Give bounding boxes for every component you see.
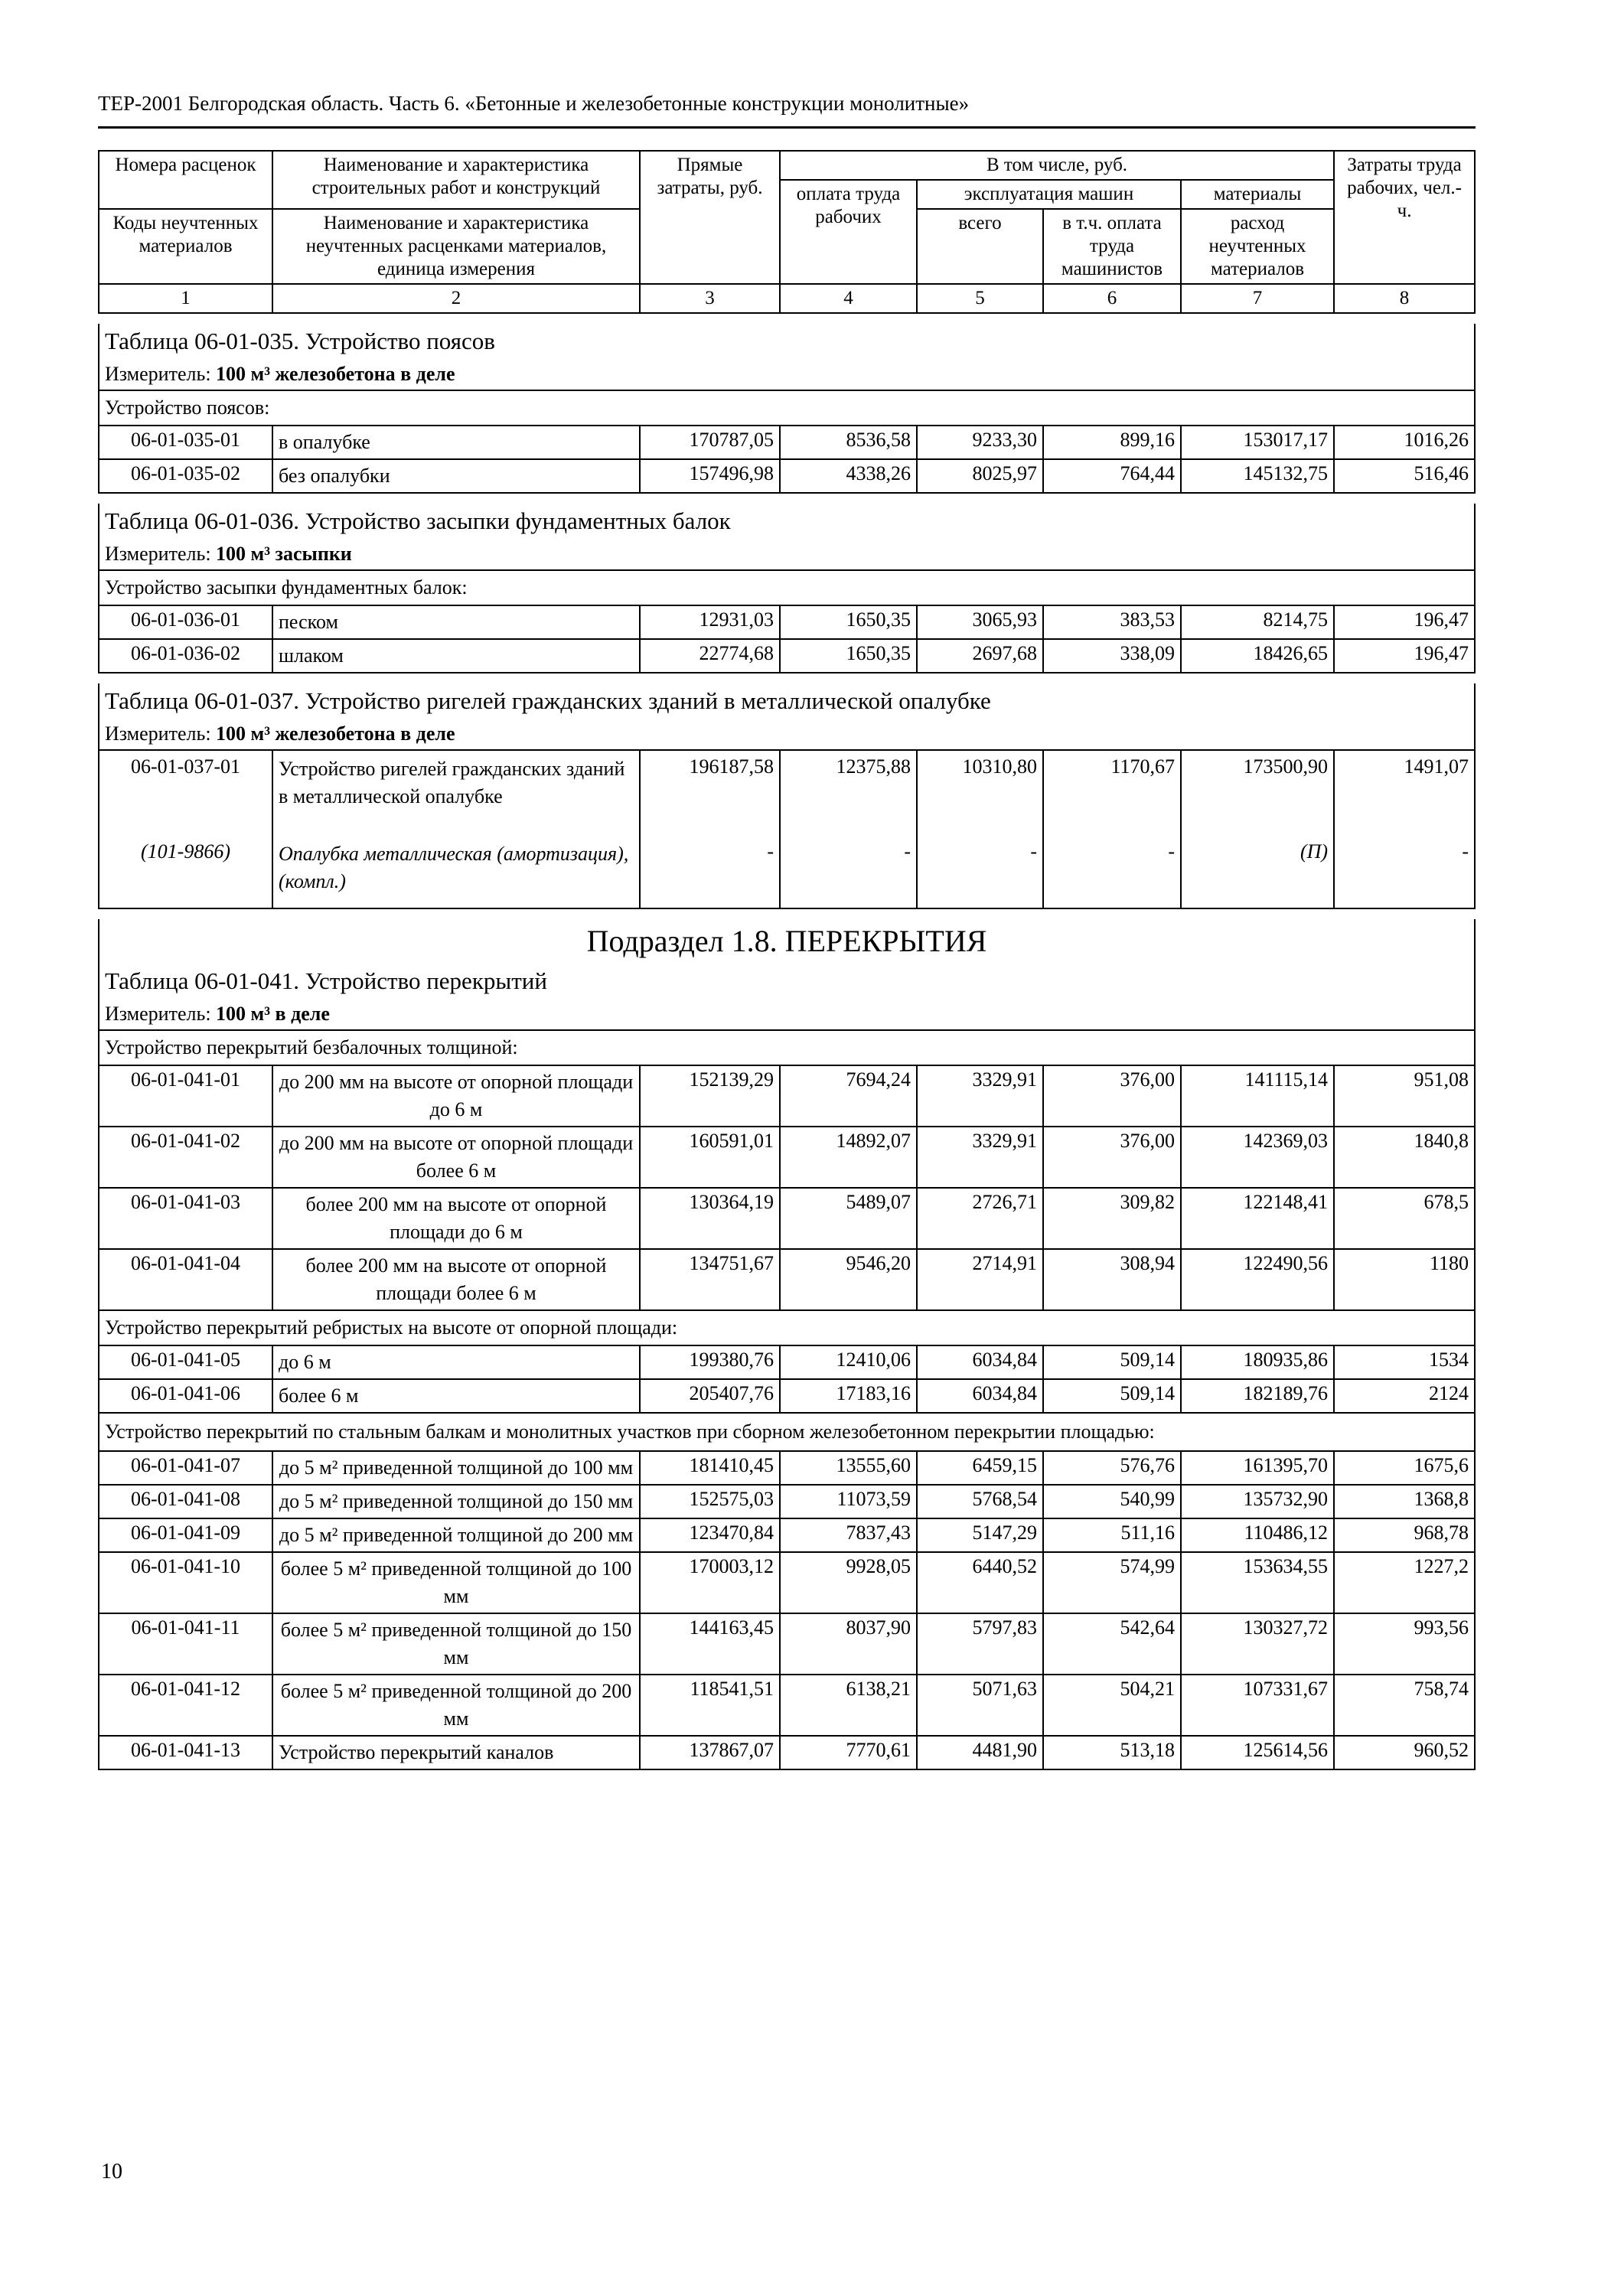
row-direct: 160591,01	[640, 1127, 780, 1188]
row-direct: 205407,76	[640, 1379, 780, 1413]
measure-label-041: Измеритель:	[105, 1003, 211, 1025]
row-materials: 122490,56	[1181, 1249, 1334, 1310]
row-wages: 9928,05	[780, 1552, 917, 1613]
column-number-row	[99, 284, 1475, 313]
colnum-4: 4	[780, 284, 917, 313]
row-code: 06-01-041-11	[99, 1613, 272, 1675]
row-wages: 6138,21	[780, 1675, 917, 1736]
row-materials: 173500,90	[1181, 750, 1334, 813]
row-operator-wages: 504,21	[1043, 1675, 1181, 1736]
table-row	[99, 1485, 1475, 1518]
row-direct: 170787,05	[640, 426, 780, 459]
row-wages: 11073,59	[780, 1485, 917, 1518]
row-labour: 951,08	[1334, 1065, 1475, 1127]
group-head-row	[99, 390, 1475, 426]
row-wages: 12410,06	[780, 1345, 917, 1379]
row-machines-total: 10310,80	[917, 750, 1043, 813]
section-title-row-036	[99, 504, 1475, 539]
colnum-6: 6	[1043, 284, 1181, 313]
row-direct: 118541,51	[640, 1675, 780, 1736]
row-materials: 135732,90	[1181, 1485, 1334, 1518]
row-operator-wages: 513,18	[1043, 1736, 1181, 1769]
dash-machines-total: -	[917, 813, 1043, 908]
row-direct: 152139,29	[640, 1065, 780, 1127]
measure-label-037: Измеритель:	[105, 722, 211, 745]
group-head-row	[99, 1030, 1475, 1065]
table-row	[99, 1736, 1475, 1769]
row-operator-wages: 574,99	[1043, 1552, 1181, 1613]
row-wages: 8536,58	[780, 426, 917, 459]
row-materials: 153634,55	[1181, 1552, 1334, 1613]
row-labour: 516,46	[1334, 459, 1475, 493]
measure-037	[99, 719, 1475, 750]
row-machines-total: 4481,90	[917, 1736, 1043, 1769]
row-direct: 130364,19	[640, 1188, 780, 1249]
group-heading: Устройство перекрытий безбалочных толщиной:	[99, 1030, 1475, 1065]
th-machine-total: всего	[917, 209, 1043, 284]
measure-value-036: 100 м³ засыпки	[216, 543, 352, 565]
row-materials: 8214,75	[1181, 605, 1334, 639]
row-labour: 1840,8	[1334, 1127, 1475, 1188]
row-desc: до 6 м	[272, 1345, 640, 1379]
row-materials: 145132,75	[1181, 459, 1334, 493]
row-desc: Устройство перекрытий каналов	[272, 1736, 640, 1769]
dash-direct: -	[640, 813, 780, 908]
row-direct: 123470,84	[640, 1518, 780, 1552]
row-labour: 678,5	[1334, 1188, 1475, 1249]
row-operator-wages: 764,44	[1043, 459, 1181, 493]
row-code: 06-01-041-10	[99, 1552, 272, 1613]
section-title-037: Таблица 06-01-037. Устройство ригелей гражданских зданий в металлической опалубке	[99, 683, 1475, 719]
row-desc: более 200 мм на высоте от опорной площади более 6 м	[272, 1249, 640, 1310]
section-title-row-037	[99, 683, 1475, 719]
row-wages: 14892,07	[780, 1127, 917, 1188]
row-code: 06-01-041-03	[99, 1188, 272, 1249]
row-operator-wages: 540,99	[1043, 1485, 1181, 1518]
row-machines-total: 6459,15	[917, 1451, 1043, 1485]
table-row	[99, 1249, 1475, 1310]
row-code: 06-01-041-13	[99, 1736, 272, 1769]
dash-operator-wages: -	[1043, 813, 1181, 908]
spacer	[99, 313, 1475, 324]
th-machine-operation: эксплуатация машин	[917, 180, 1181, 209]
row-direct: 22774,68	[640, 639, 780, 673]
th-labour-costs: Затраты труда рабочих, чел.-ч.	[1334, 151, 1475, 284]
row-desc: без опалубки	[272, 459, 640, 493]
measure-row-041	[99, 999, 1475, 1030]
row-code: 06-01-041-02	[99, 1127, 272, 1188]
row-labour: 960,52	[1334, 1736, 1475, 1769]
row-desc: более 200 мм на высоте от опорной площади до 6 м	[272, 1188, 640, 1249]
row-direct: 144163,45	[640, 1613, 780, 1675]
measure-row-035	[99, 359, 1475, 390]
row-operator-wages: 383,53	[1043, 605, 1181, 639]
price-table	[98, 150, 1476, 1770]
table-row	[99, 1675, 1475, 1736]
colnum-5: 5	[917, 284, 1043, 313]
row-code: 06-01-041-01	[99, 1065, 272, 1127]
table-head	[99, 151, 1475, 313]
th-direct-costs: Прямые затраты, руб.	[640, 151, 780, 284]
group-head-row	[99, 1413, 1475, 1451]
spacer	[99, 493, 1475, 504]
subsection-title: Подраздел 1.8. ПЕРЕКРЫТИЯ	[99, 919, 1475, 964]
row-wages: 7837,43	[780, 1518, 917, 1552]
row-labour: 196,47	[1334, 605, 1475, 639]
row-material-desc: Опалубка металлическая (амортизация), (компл.)	[272, 813, 640, 908]
table-row	[99, 1345, 1475, 1379]
row-machines-total: 8025,97	[917, 459, 1043, 493]
row-wages: 8037,90	[780, 1613, 917, 1675]
table-body	[99, 313, 1475, 1769]
row-wages: 12375,88	[780, 750, 917, 813]
th-work-name: Наименование и характеристика строительных работ и конструкций	[272, 151, 640, 209]
row-operator-wages: 509,14	[1043, 1379, 1181, 1413]
measure-value-037: 100 м³ железобетона в деле	[216, 722, 455, 745]
row-operator-wages: 576,76	[1043, 1451, 1181, 1485]
row-code: 06-01-041-04	[99, 1249, 272, 1310]
row-labour: 1227,2	[1334, 1552, 1475, 1613]
row-materials: 142369,03	[1181, 1127, 1334, 1188]
table-row	[99, 639, 1475, 673]
row-machines-total: 5147,29	[917, 1518, 1043, 1552]
table-row	[99, 605, 1475, 639]
row-machines-total: 6034,84	[917, 1345, 1043, 1379]
row-wages: 1650,35	[780, 639, 917, 673]
measure-035	[99, 359, 1475, 390]
header-row-1	[99, 151, 1475, 180]
row-labour: 1368,8	[1334, 1485, 1475, 1518]
row-labour: 1491,07	[1334, 750, 1475, 813]
row-labour: 1534	[1334, 1345, 1475, 1379]
row-code: 06-01-035-02	[99, 459, 272, 493]
colnum-7: 7	[1181, 284, 1334, 313]
row-desc: песком	[272, 605, 640, 639]
row-machines-total: 3065,93	[917, 605, 1043, 639]
row-direct: 152575,03	[640, 1485, 780, 1518]
row-machines-total: 2714,91	[917, 1249, 1043, 1310]
row-wages: 4338,26	[780, 459, 917, 493]
row-direct: 170003,12	[640, 1552, 780, 1613]
section-title-035: Таблица 06-01-035. Устройство поясов	[99, 324, 1475, 359]
section-title-041: Таблица 06-01-041. Устройство перекрытий	[99, 964, 1475, 999]
row-direct: 157496,98	[640, 459, 780, 493]
th-operator-wages: в т.ч. оплата труда машинистов	[1043, 209, 1181, 284]
row-operator-wages: 509,14	[1043, 1345, 1181, 1379]
row-wages: 17183,16	[780, 1379, 917, 1413]
row-materials: 141115,14	[1181, 1065, 1334, 1127]
table-row	[99, 1518, 1475, 1552]
row-wages: 13555,60	[780, 1451, 917, 1485]
row-desc: до 5 м² приведенной толщиной до 100 мм	[272, 1451, 640, 1485]
row-machines-total: 6034,84	[917, 1379, 1043, 1413]
row-labour: 2124	[1334, 1379, 1475, 1413]
row-operator-wages: 308,94	[1043, 1249, 1181, 1310]
row-direct: 181410,45	[640, 1451, 780, 1485]
row-code: 06-01-041-08	[99, 1485, 272, 1518]
row-materials: 182189,76	[1181, 1379, 1334, 1413]
row-materials: 130327,72	[1181, 1613, 1334, 1675]
row-machines-total: 2726,71	[917, 1188, 1043, 1249]
table-row	[99, 426, 1475, 459]
row-code: 06-01-037-01	[99, 750, 272, 813]
row-operator-wages: 511,16	[1043, 1518, 1181, 1552]
table-row-037-material	[99, 813, 1475, 908]
row-operator-wages: 899,16	[1043, 426, 1181, 459]
row-wages: 5489,07	[780, 1188, 917, 1249]
row-machines-total: 5071,63	[917, 1675, 1043, 1736]
row-code: 06-01-041-06	[99, 1379, 272, 1413]
row-wages: 1650,35	[780, 605, 917, 639]
row-materials: 125614,56	[1181, 1736, 1334, 1769]
spacer	[99, 673, 1475, 683]
measure-row-037	[99, 719, 1475, 750]
dash-wages: -	[780, 813, 917, 908]
row-code: 06-01-036-01	[99, 605, 272, 639]
row-materials: 161395,70	[1181, 1451, 1334, 1485]
row-direct: 134751,67	[640, 1249, 780, 1310]
row-operator-wages: 376,00	[1043, 1127, 1181, 1188]
running-header: ТЕР-2001 Белгородская область. Часть 6. «Бетонные и железобетонные конструкции монолитные»	[98, 92, 970, 115]
group-head-row	[99, 570, 1475, 605]
row-operator-wages: 338,09	[1043, 639, 1181, 673]
group-head-row	[99, 1310, 1475, 1345]
row-machines-total: 9233,30	[917, 426, 1043, 459]
colnum-8: 8	[1334, 284, 1475, 313]
row-machines-total: 3329,91	[917, 1065, 1043, 1127]
table-row	[99, 459, 1475, 493]
row-desc: до 5 м² приведенной толщиной до 150 мм	[272, 1485, 640, 1518]
dash-labour: -	[1334, 813, 1475, 908]
row-materials: 180935,86	[1181, 1345, 1334, 1379]
row-machines-total: 5797,83	[917, 1613, 1043, 1675]
measure-value-035: 100 м³ железобетона в деле	[216, 363, 455, 385]
row-machines-total: 2697,68	[917, 639, 1043, 673]
row-operator-wages: 309,82	[1043, 1188, 1181, 1249]
row-operator-wages: 376,00	[1043, 1065, 1181, 1127]
row-labour: 993,56	[1334, 1613, 1475, 1675]
table-row	[99, 1188, 1475, 1249]
row-desc: до 200 мм на высоте от опорной площади до 6 м	[272, 1065, 640, 1127]
measure-label-036: Измеритель:	[105, 543, 211, 565]
row-desc: более 6 м	[272, 1379, 640, 1413]
row-desc: более 5 м² приведенной толщиной до 100 мм	[272, 1552, 640, 1613]
row-code: 06-01-041-07	[99, 1451, 272, 1485]
row-code: 06-01-041-12	[99, 1675, 272, 1736]
page-number: 10	[101, 2160, 122, 2183]
section-title-row-041	[99, 964, 1475, 999]
row-operator-wages: 1170,67	[1043, 750, 1181, 813]
row-materials: 107331,67	[1181, 1675, 1334, 1736]
row-wages: 9546,20	[780, 1249, 917, 1310]
subsection-row	[99, 919, 1475, 964]
row-wages: 7694,24	[780, 1065, 917, 1127]
row-material-code: (101-9866)	[99, 813, 272, 908]
row-machines-total: 5768,54	[917, 1485, 1043, 1518]
table-row	[99, 1065, 1475, 1127]
group-heading: Устройство перекрытий ребристых на высоте от опорной площади:	[99, 1310, 1475, 1345]
row-desc: в опалубке	[272, 426, 640, 459]
measure-row-036	[99, 539, 1475, 570]
spacer	[99, 908, 1475, 919]
row-machines-total: 6440,52	[917, 1552, 1043, 1613]
table-row	[99, 1379, 1475, 1413]
group-heading: Устройство поясов:	[99, 390, 1475, 426]
table-row	[99, 1613, 1475, 1675]
row-operator-wages: 542,64	[1043, 1613, 1181, 1675]
table-row	[99, 1552, 1475, 1613]
row-desc: до 5 м² приведенной толщиной до 200 мм	[272, 1518, 640, 1552]
row-desc: более 5 м² приведенной толщиной до 150 мм	[272, 1613, 640, 1675]
row-labour: 1180	[1334, 1249, 1475, 1310]
table-row	[99, 1127, 1475, 1188]
row-desc: шлаком	[272, 639, 640, 673]
th-material-consumption: расход неучтенных материалов	[1181, 209, 1334, 284]
row-materials: 122148,41	[1181, 1188, 1334, 1249]
measure-label-035: Измеритель:	[105, 363, 211, 385]
row-labour: 1016,26	[1334, 426, 1475, 459]
th-unaccounted-codes: Коды неучтенных материалов	[99, 209, 272, 284]
colnum-3: 3	[640, 284, 780, 313]
th-unaccounted-materials: Наименование и характеристика неучтенных расценками материалов, единица измерения	[272, 209, 640, 284]
th-worker-wages: оплата труда рабочих	[780, 180, 917, 284]
row-labour: 758,74	[1334, 1675, 1475, 1736]
row-materials: 18426,65	[1181, 639, 1334, 673]
table-row-037-work	[99, 750, 1475, 813]
row-desc: до 200 мм на высоте от опорной площади более 6 м	[272, 1127, 640, 1188]
row-direct: 12931,03	[640, 605, 780, 639]
header-rule	[98, 126, 1476, 129]
colnum-2: 2	[272, 284, 640, 313]
row-desc: Устройство ригелей гражданских зданий в металлической опалубке	[272, 750, 640, 813]
section-title-row-035	[99, 324, 1475, 359]
section-title-036: Таблица 06-01-036. Устройство засыпки фундаментных балок	[99, 504, 1475, 539]
row-direct: 196187,58	[640, 750, 780, 813]
measure-036	[99, 539, 1475, 570]
th-code-numbers: Номера расценок	[99, 151, 272, 209]
row-materials: 153017,17	[1181, 426, 1334, 459]
th-including-group: В том числе, руб.	[780, 151, 1334, 180]
table-row	[99, 1451, 1475, 1485]
row-materials: 110486,12	[1181, 1518, 1334, 1552]
row-code: 06-01-041-09	[99, 1518, 272, 1552]
colnum-1: 1	[99, 284, 272, 313]
row-wages: 7770,61	[780, 1736, 917, 1769]
dash-materials: (П)	[1181, 813, 1334, 908]
row-direct: 199380,76	[640, 1345, 780, 1379]
group-heading: Устройство засыпки фундаментных балок:	[99, 570, 1475, 605]
row-labour: 968,78	[1334, 1518, 1475, 1552]
row-code: 06-01-036-02	[99, 639, 272, 673]
row-labour: 1675,6	[1334, 1451, 1475, 1485]
row-direct: 137867,07	[640, 1736, 780, 1769]
row-desc: более 5 м² приведенной толщиной до 200 мм	[272, 1675, 640, 1736]
row-code: 06-01-041-05	[99, 1345, 272, 1379]
row-machines-total: 3329,91	[917, 1127, 1043, 1188]
group-heading: Устройство перекрытий по стальным балкам и монолитных участков при сборном железобетонном перекрытии площадью:	[99, 1413, 1475, 1451]
row-labour: 196,47	[1334, 639, 1475, 673]
measure-value-041: 100 м³ в деле	[216, 1003, 330, 1025]
row-code: 06-01-035-01	[99, 426, 272, 459]
measure-041	[99, 999, 1475, 1030]
th-materials-group: материалы	[1181, 180, 1334, 209]
